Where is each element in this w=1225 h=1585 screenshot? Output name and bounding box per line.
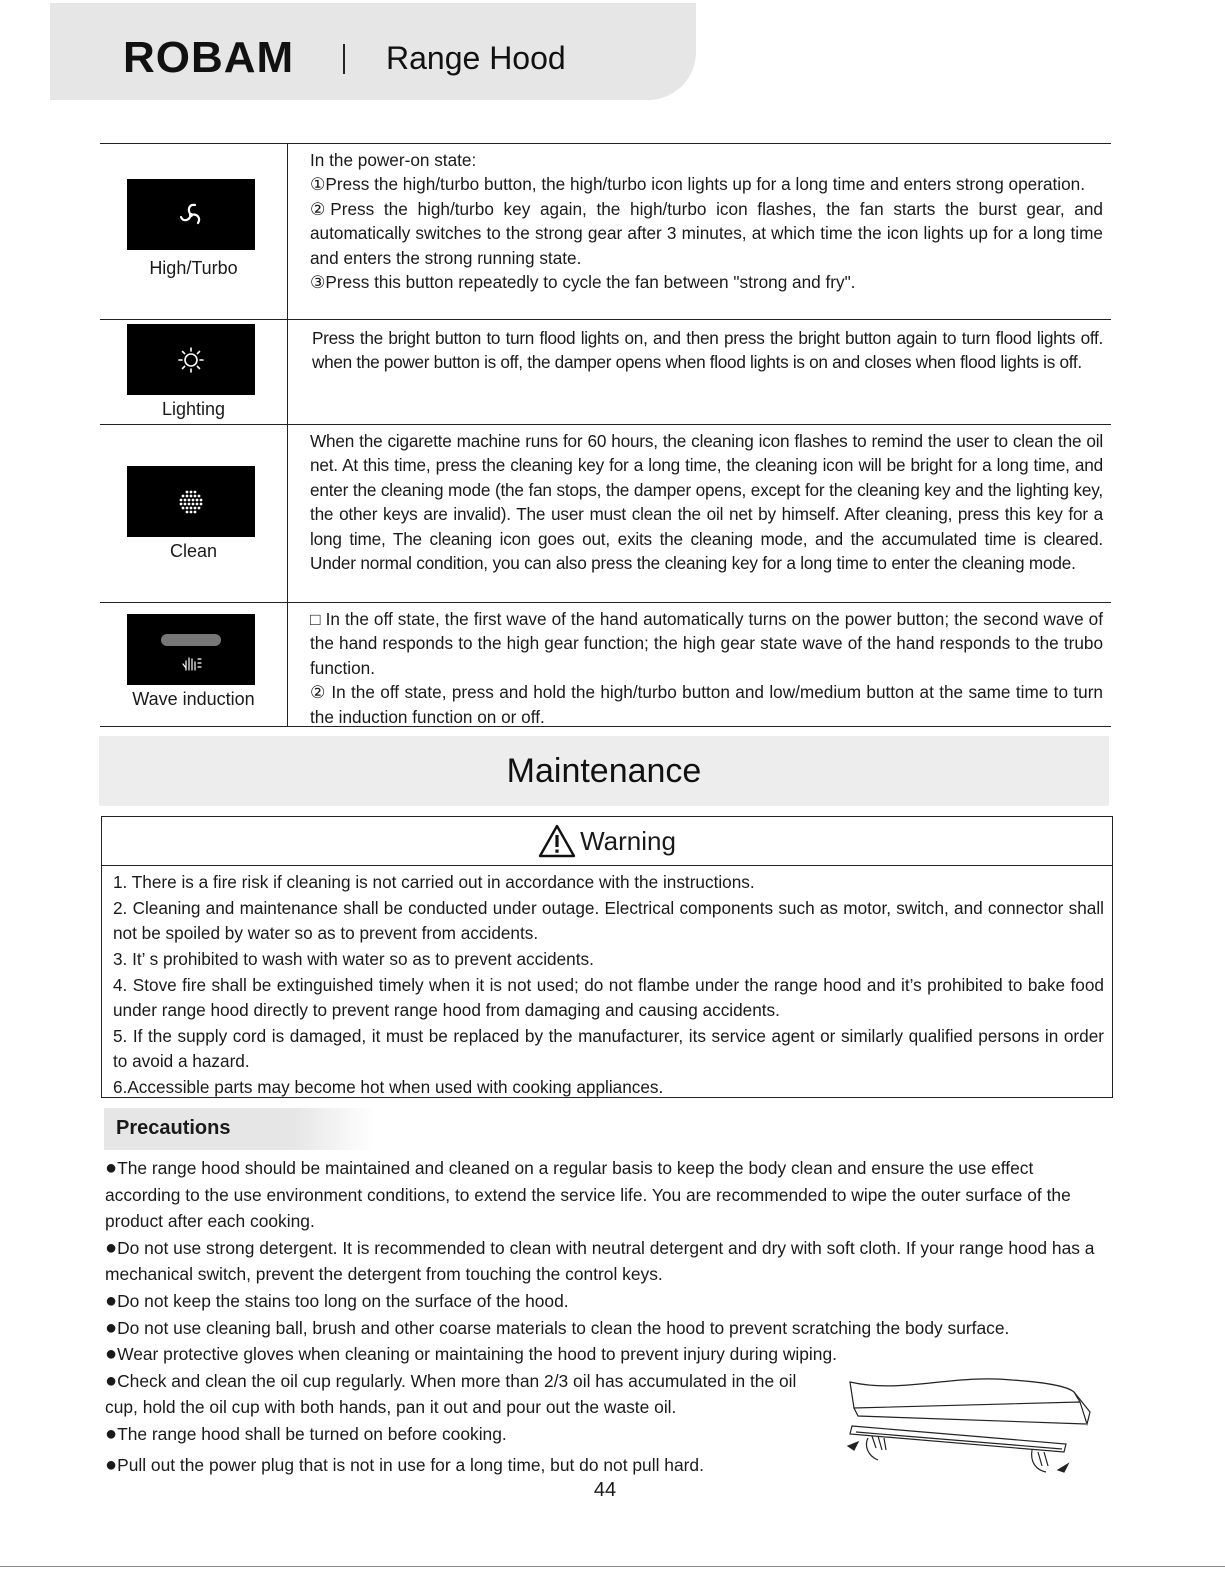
product-name: Range Hood [386,40,566,76]
control-icon-cell [100,425,288,602]
description-line: ②Press the high/turbo key again, the high/turbo icon flashes, the fan starts the burst gear, and automatically switches to the strong gear after 3 minutes, at which time the icon lights up for a long time and enters the strong running state. [310,198,1103,268]
fan-icon [127,179,255,250]
list-item-text: Do not use cleaning ball, brush and other coarse materials to clean the hood to prevent scratching the body surface. [117,1317,1010,1338]
cleaning-net-icon [127,466,255,537]
list-item-text: Do not use strong detergent. It is recommended to clean with neutral detergent and dry with soft cloth. If your range hood has a mechanical switch, prevent the detergent from touching the control keys. [105,1237,1095,1285]
warning-item: 3. It’ s prohibited to wash with water so as to prevent accidents. [113,949,594,969]
control-label: Clean [169,541,218,561]
warning-item: 1. There is a fire risk if cleaning is not carried out in accordance with the instructions. [113,872,755,892]
description-line: ③Press this button repeatedly to cycle the fan between "strong and fry". [310,272,856,293]
brand-logo: ROBAM [123,33,295,82]
description-line: □ In the off state, the first wave of the hand automatically turns on the power button; the second wave of the hand responds to the high gear function; the high gear state wave of the hand responds to the trubo function. [310,609,1103,678]
control-label: Wave induction [132,689,255,709]
control-label: Lighting [161,399,226,419]
indicator-bar [161,634,221,646]
maintenance-header [99,736,1109,806]
bullet: ● [105,1316,118,1339]
oil-cup-illustration [842,1372,1098,1482]
warning-list [102,866,1112,1100]
description-line: ② In the off state, press and hold the high/turbo button and low/medium button at the same time to turn the induction function on or off. [310,682,1103,727]
list-item-text: The range hood should be maintained and cleaned on a regular basis to keep the body clean and ensure the use effect according to the use environment conditions, to extend the service life. You are recommended to wipe the outer surface of the product after each cooking. [105,1158,1071,1232]
bullet: ● [105,1453,118,1476]
controls-table [100,143,1111,727]
precautions-title: Precautions [116,1117,231,1139]
bullet: ● [105,1289,118,1312]
description-line: ①Press the high/turbo button, the high/turbo icon lights up for a long time and enters strong operation. [310,174,1085,195]
list-item [105,1341,1105,1368]
list-item-text: The range hood shall be turned on before cooking. [117,1423,507,1444]
description-line: Press the bright button to turn flood lights on, and then press the bright button again to turn flood lights off. when the power button is off, the damper opens when flood lights is on and closes when flood lights is off. [312,328,1103,373]
warning-triangle-icon [538,824,576,858]
list-item-text: Do not keep the stains too long on the surface of the hood. [117,1290,569,1311]
list-item [105,1368,825,1421]
maintenance-title: Maintenance [506,752,702,790]
control-row-lighting [100,320,1111,425]
bullet: ● [105,1343,118,1366]
list-item-text: Check and clean the oil cup regularly. When more than 2/3 oil has accumulated in the oil cup, hold the oil cup with both hands, pan it out and pour out the waste oil. [105,1370,797,1418]
control-row-clean [100,425,1111,603]
control-label: High/Turbo [149,258,238,278]
list-item [105,1155,1105,1235]
control-description [288,144,1111,319]
bullet: ● [105,1422,118,1445]
list-item-text: Wear protective gloves when cleaning or maintaining the hood to prevent injury during wiping. [117,1344,837,1365]
hand-wave-icon [127,614,255,685]
list-item [105,1288,1105,1315]
list-item-text: Pull out the power plug that is not in use for a long time, but do not pull hard. [117,1454,704,1475]
description-line: When the cigarette machine runs for 60 hours, the cleaning icon flashes to remind the user to clean the oil net. At this time, press the cleaning key for a long time, the cleaning icon will be bright for a long time, and enter the cleaning mode (the fan stops, the damper opens, except for the cleaning key and the lighting key, the other keys are invalid). The user must clean the oil net by himself. After cleaning, press this key for a long time, The cleaning icon goes out, exits the cleaning mode, and the accumulated time is cleared. Under normal condition, you can also press the cleaning key for a long time to enter the cleaning mode. [310,431,1103,574]
control-description [288,425,1111,602]
warning-item: 4. Stove fire shall be extinguished timely when it is not used; do not flambe under the range hood and it’s prohibited to bake food under range hood directly to prevent range hood from damaging and causing accidents. [113,975,1104,1020]
control-icon-cell [100,603,288,726]
header-divider [343,44,345,74]
bullet: ● [105,1157,118,1179]
warning-item: 5. If the supply cord is damaged, it must be replaced by the manufacturer, its service agent or similarly qualified persons in order to avoid a hazard. [113,1026,1104,1071]
control-row-high-turbo [100,144,1111,320]
warning-header [102,817,1112,866]
control-description [288,320,1111,424]
control-icon-cell [100,320,288,424]
bullet: ● [105,1236,118,1259]
warning-box [101,816,1113,1098]
list-item [105,1315,1105,1342]
warning-item: 6.Accessible parts may become hot when used with cooking appliances. [113,1077,664,1097]
bottom-rule [0,1566,1225,1567]
control-icon-cell [100,144,288,319]
control-row-wave-induction [100,603,1111,727]
list-item [105,1235,1105,1288]
control-description [288,603,1111,726]
page-number: 44 [593,1479,617,1501]
light-bulb-icon [127,324,255,395]
precautions-header [104,1108,374,1150]
warning-item: 2. Cleaning and maintenance shall be conducted under outage. Electrical components such as motor, switch, and connector shall not be spoiled by water so as to prevent from accidents. [113,898,1104,943]
description-line: In the power-on state: [310,150,477,170]
warning-title: Warning [580,825,676,856]
bullet: ● [105,1369,118,1392]
